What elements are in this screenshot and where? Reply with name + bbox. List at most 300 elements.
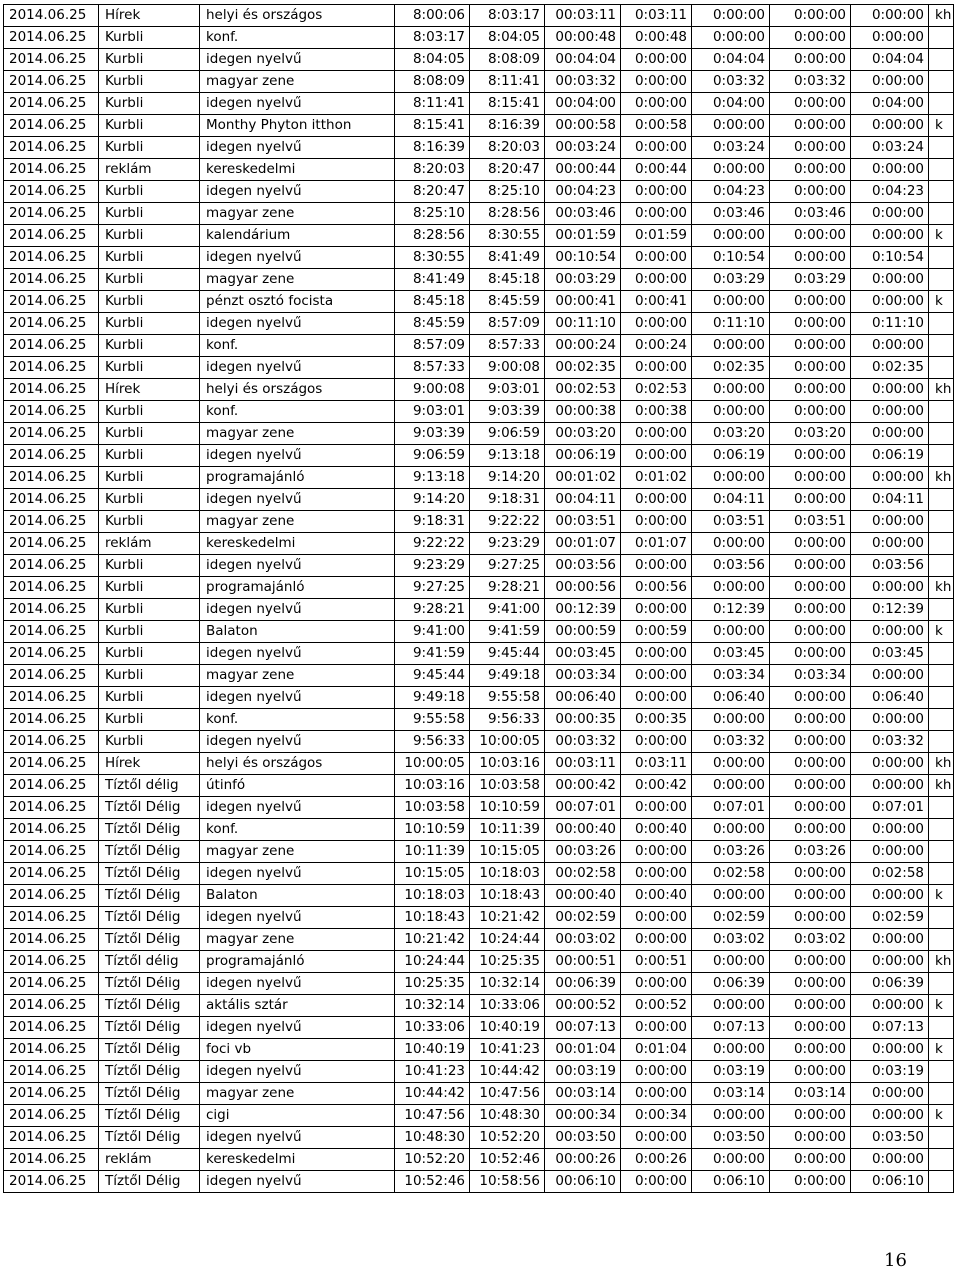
hungarian-music-cell: 0:00:00 xyxy=(770,467,851,489)
start-time-cell: 9:03:01 xyxy=(395,401,470,423)
hungarian-music-cell: 0:03:34 xyxy=(770,665,851,687)
date-cell: 2014.06.25 xyxy=(4,159,99,181)
music-duration-cell: 0:02:59 xyxy=(692,907,770,929)
start-time-cell: 10:48:30 xyxy=(395,1127,470,1149)
start-time-cell: 8:00:06 xyxy=(395,5,470,27)
end-time-cell: 8:57:09 xyxy=(470,313,545,335)
speech-duration-cell: 0:00:48 xyxy=(621,27,692,49)
duration-cell: 00:00:38 xyxy=(545,401,621,423)
table-row xyxy=(4,247,954,269)
end-time-cell: 9:41:59 xyxy=(470,621,545,643)
end-time-cell: 8:45:59 xyxy=(470,291,545,313)
speech-duration-cell: 0:00:58 xyxy=(621,115,692,137)
end-time-cell: 10:03:58 xyxy=(470,775,545,797)
start-time-cell: 9:13:18 xyxy=(395,467,470,489)
program-cell: Hírek xyxy=(99,753,200,775)
speech-duration-cell: 0:00:00 xyxy=(621,731,692,753)
duration-cell: 00:03:11 xyxy=(545,753,621,775)
hungarian-music-cell: 0:00:00 xyxy=(770,973,851,995)
type-code-cell: kh xyxy=(929,467,954,489)
table-row xyxy=(4,599,954,621)
table-row xyxy=(4,93,954,115)
speech-duration-cell: 0:00:51 xyxy=(621,951,692,973)
table-row xyxy=(4,335,954,357)
duration-cell: 00:02:59 xyxy=(545,907,621,929)
end-time-cell: 10:47:56 xyxy=(470,1083,545,1105)
foreign-music-cell: 0:00:00 xyxy=(851,379,929,401)
start-time-cell: 10:52:20 xyxy=(395,1149,470,1171)
speech-duration-cell: 0:00:00 xyxy=(621,181,692,203)
segment-cell: foci vb xyxy=(200,1039,395,1061)
table-row xyxy=(4,225,954,247)
music-duration-cell: 0:00:00 xyxy=(692,401,770,423)
music-duration-cell: 0:02:35 xyxy=(692,357,770,379)
music-duration-cell: 0:00:00 xyxy=(692,995,770,1017)
date-cell: 2014.06.25 xyxy=(4,665,99,687)
program-cell: Tíztől Délig xyxy=(99,1017,200,1039)
table-row xyxy=(4,665,954,687)
program-cell: Kurbli xyxy=(99,335,200,357)
type-code-cell xyxy=(929,511,954,533)
speech-duration-cell: 0:01:02 xyxy=(621,467,692,489)
music-duration-cell: 0:04:00 xyxy=(692,93,770,115)
speech-duration-cell: 0:00:00 xyxy=(621,423,692,445)
segment-cell: magyar zene xyxy=(200,269,395,291)
hungarian-music-cell: 0:00:00 xyxy=(770,621,851,643)
duration-cell: 00:04:04 xyxy=(545,49,621,71)
foreign-music-cell: 0:07:01 xyxy=(851,797,929,819)
program-cell: Hírek xyxy=(99,379,200,401)
start-time-cell: 9:23:29 xyxy=(395,555,470,577)
start-time-cell: 9:00:08 xyxy=(395,379,470,401)
foreign-music-cell: 0:00:00 xyxy=(851,951,929,973)
start-time-cell: 8:57:09 xyxy=(395,335,470,357)
duration-cell: 00:03:19 xyxy=(545,1061,621,1083)
speech-duration-cell: 0:00:00 xyxy=(621,1017,692,1039)
music-duration-cell: 0:03:24 xyxy=(692,137,770,159)
speech-duration-cell: 0:00:34 xyxy=(621,1105,692,1127)
foreign-music-cell: 0:00:00 xyxy=(851,885,929,907)
foreign-music-cell: 0:02:58 xyxy=(851,863,929,885)
speech-duration-cell: 0:00:00 xyxy=(621,269,692,291)
program-cell: Kurbli xyxy=(99,621,200,643)
broadcast-log-table xyxy=(3,4,954,1193)
table-row xyxy=(4,973,954,995)
foreign-music-cell: 0:00:00 xyxy=(851,27,929,49)
foreign-music-cell: 0:00:00 xyxy=(851,929,929,951)
hungarian-music-cell: 0:00:00 xyxy=(770,863,851,885)
foreign-music-cell: 0:00:00 xyxy=(851,291,929,313)
date-cell: 2014.06.25 xyxy=(4,71,99,93)
table-row xyxy=(4,709,954,731)
segment-cell: konf. xyxy=(200,709,395,731)
duration-cell: 00:02:35 xyxy=(545,357,621,379)
duration-cell: 00:03:29 xyxy=(545,269,621,291)
speech-duration-cell: 0:00:56 xyxy=(621,577,692,599)
speech-duration-cell: 0:00:00 xyxy=(621,665,692,687)
hungarian-music-cell: 0:00:00 xyxy=(770,731,851,753)
start-time-cell: 10:11:39 xyxy=(395,841,470,863)
start-time-cell: 10:00:05 xyxy=(395,753,470,775)
foreign-music-cell: 0:04:23 xyxy=(851,181,929,203)
hungarian-music-cell: 0:00:00 xyxy=(770,49,851,71)
type-code-cell xyxy=(929,247,954,269)
type-code-cell xyxy=(929,687,954,709)
table-row xyxy=(4,533,954,555)
type-code-cell xyxy=(929,533,954,555)
duration-cell: 00:11:10 xyxy=(545,313,621,335)
duration-cell: 00:03:51 xyxy=(545,511,621,533)
foreign-music-cell: 0:07:13 xyxy=(851,1017,929,1039)
music-duration-cell: 0:03:56 xyxy=(692,555,770,577)
type-code-cell xyxy=(929,159,954,181)
program-cell: Kurbli xyxy=(99,643,200,665)
table-row xyxy=(4,181,954,203)
program-cell: Kurbli xyxy=(99,291,200,313)
music-duration-cell: 0:04:11 xyxy=(692,489,770,511)
foreign-music-cell: 0:10:54 xyxy=(851,247,929,269)
type-code-cell: k xyxy=(929,1105,954,1127)
music-duration-cell: 0:00:00 xyxy=(692,115,770,137)
segment-cell: idegen nyelvű xyxy=(200,1127,395,1149)
program-cell: Tíztől Délig xyxy=(99,819,200,841)
program-cell: reklám xyxy=(99,159,200,181)
end-time-cell: 9:14:20 xyxy=(470,467,545,489)
speech-duration-cell: 0:00:35 xyxy=(621,709,692,731)
segment-cell: magyar zene xyxy=(200,71,395,93)
date-cell: 2014.06.25 xyxy=(4,555,99,577)
speech-duration-cell: 0:00:00 xyxy=(621,489,692,511)
speech-duration-cell: 0:00:59 xyxy=(621,621,692,643)
table-row xyxy=(4,1171,954,1193)
foreign-music-cell: 0:00:00 xyxy=(851,1083,929,1105)
type-code-cell xyxy=(929,49,954,71)
date-cell: 2014.06.25 xyxy=(4,1039,99,1061)
segment-cell: kalendárium xyxy=(200,225,395,247)
segment-cell: idegen nyelvű xyxy=(200,599,395,621)
hungarian-music-cell: 0:00:00 xyxy=(770,27,851,49)
speech-duration-cell: 0:00:38 xyxy=(621,401,692,423)
foreign-music-cell: 0:02:35 xyxy=(851,357,929,379)
table-row xyxy=(4,577,954,599)
table-row xyxy=(4,357,954,379)
table-row xyxy=(4,555,954,577)
segment-cell: idegen nyelvű xyxy=(200,93,395,115)
segment-cell: kereskedelmi xyxy=(200,533,395,555)
table-row xyxy=(4,27,954,49)
start-time-cell: 10:25:35 xyxy=(395,973,470,995)
date-cell: 2014.06.25 xyxy=(4,511,99,533)
end-time-cell: 8:11:41 xyxy=(470,71,545,93)
segment-cell: helyi és országos xyxy=(200,753,395,775)
end-time-cell: 8:08:09 xyxy=(470,49,545,71)
date-cell: 2014.06.25 xyxy=(4,687,99,709)
segment-cell: idegen nyelvű xyxy=(200,49,395,71)
hungarian-music-cell: 0:00:00 xyxy=(770,1105,851,1127)
program-cell: Tíztől Délig xyxy=(99,1171,200,1193)
duration-cell: 00:03:45 xyxy=(545,643,621,665)
type-code-cell xyxy=(929,401,954,423)
table-row xyxy=(4,885,954,907)
music-duration-cell: 0:00:00 xyxy=(692,577,770,599)
type-code-cell xyxy=(929,335,954,357)
speech-duration-cell: 0:00:00 xyxy=(621,643,692,665)
end-time-cell: 10:00:05 xyxy=(470,731,545,753)
hungarian-music-cell: 0:03:51 xyxy=(770,511,851,533)
table-row xyxy=(4,379,954,401)
program-cell: Kurbli xyxy=(99,731,200,753)
hungarian-music-cell: 0:00:00 xyxy=(770,1171,851,1193)
segment-cell: magyar zene xyxy=(200,511,395,533)
date-cell: 2014.06.25 xyxy=(4,1149,99,1171)
duration-cell: 00:07:13 xyxy=(545,1017,621,1039)
end-time-cell: 9:03:39 xyxy=(470,401,545,423)
foreign-music-cell: 0:00:00 xyxy=(851,1105,929,1127)
start-time-cell: 9:41:59 xyxy=(395,643,470,665)
program-cell: Kurbli xyxy=(99,115,200,137)
hungarian-music-cell: 0:00:00 xyxy=(770,1039,851,1061)
type-code-cell: k xyxy=(929,621,954,643)
table-row xyxy=(4,995,954,1017)
table-row xyxy=(4,203,954,225)
start-time-cell: 8:30:55 xyxy=(395,247,470,269)
segment-cell: konf. xyxy=(200,819,395,841)
end-time-cell: 10:24:44 xyxy=(470,929,545,951)
start-time-cell: 9:22:22 xyxy=(395,533,470,555)
date-cell: 2014.06.25 xyxy=(4,445,99,467)
music-duration-cell: 0:04:23 xyxy=(692,181,770,203)
music-duration-cell: 0:03:29 xyxy=(692,269,770,291)
duration-cell: 00:06:39 xyxy=(545,973,621,995)
program-cell: Tíztől Délig xyxy=(99,1127,200,1149)
segment-cell: konf. xyxy=(200,27,395,49)
foreign-music-cell: 0:00:00 xyxy=(851,511,929,533)
speech-duration-cell: 0:00:00 xyxy=(621,247,692,269)
table-row xyxy=(4,137,954,159)
hungarian-music-cell: 0:00:00 xyxy=(770,489,851,511)
duration-cell: 00:02:58 xyxy=(545,863,621,885)
segment-cell: konf. xyxy=(200,335,395,357)
type-code-cell xyxy=(929,665,954,687)
end-time-cell: 8:28:56 xyxy=(470,203,545,225)
start-time-cell: 10:18:03 xyxy=(395,885,470,907)
date-cell: 2014.06.25 xyxy=(4,709,99,731)
start-time-cell: 10:52:46 xyxy=(395,1171,470,1193)
type-code-cell xyxy=(929,1017,954,1039)
foreign-music-cell: 0:12:39 xyxy=(851,599,929,621)
speech-duration-cell: 0:00:00 xyxy=(621,687,692,709)
table-row xyxy=(4,621,954,643)
date-cell: 2014.06.25 xyxy=(4,819,99,841)
end-time-cell: 10:40:19 xyxy=(470,1017,545,1039)
foreign-music-cell: 0:00:00 xyxy=(851,71,929,93)
table-row xyxy=(4,489,954,511)
table-row xyxy=(4,1149,954,1171)
music-duration-cell: 0:03:51 xyxy=(692,511,770,533)
hungarian-music-cell: 0:00:00 xyxy=(770,753,851,775)
end-time-cell: 8:45:18 xyxy=(470,269,545,291)
music-duration-cell: 0:00:00 xyxy=(692,335,770,357)
speech-duration-cell: 0:00:00 xyxy=(621,1061,692,1083)
start-time-cell: 8:25:10 xyxy=(395,203,470,225)
table-row xyxy=(4,1105,954,1127)
table-row xyxy=(4,49,954,71)
date-cell: 2014.06.25 xyxy=(4,181,99,203)
segment-cell: cigi xyxy=(200,1105,395,1127)
duration-cell: 00:03:24 xyxy=(545,137,621,159)
foreign-music-cell: 0:00:00 xyxy=(851,621,929,643)
duration-cell: 00:03:50 xyxy=(545,1127,621,1149)
hungarian-music-cell: 0:00:00 xyxy=(770,775,851,797)
music-duration-cell: 0:03:45 xyxy=(692,643,770,665)
program-cell: Kurbli xyxy=(99,137,200,159)
duration-cell: 00:01:59 xyxy=(545,225,621,247)
program-cell: Tíztől Délig xyxy=(99,973,200,995)
end-time-cell: 10:52:20 xyxy=(470,1127,545,1149)
table-row xyxy=(4,819,954,841)
hungarian-music-cell: 0:00:00 xyxy=(770,1017,851,1039)
hungarian-music-cell: 0:03:29 xyxy=(770,269,851,291)
music-duration-cell: 0:00:00 xyxy=(692,1105,770,1127)
start-time-cell: 8:15:41 xyxy=(395,115,470,137)
speech-duration-cell: 0:02:53 xyxy=(621,379,692,401)
type-code-cell: kh xyxy=(929,753,954,775)
speech-duration-cell: 0:00:24 xyxy=(621,335,692,357)
foreign-music-cell: 0:00:00 xyxy=(851,709,929,731)
start-time-cell: 9:56:33 xyxy=(395,731,470,753)
type-code-cell xyxy=(929,489,954,511)
duration-cell: 00:00:58 xyxy=(545,115,621,137)
program-cell: Kurbli xyxy=(99,313,200,335)
date-cell: 2014.06.25 xyxy=(4,907,99,929)
hungarian-music-cell: 0:00:00 xyxy=(770,577,851,599)
start-time-cell: 10:03:58 xyxy=(395,797,470,819)
foreign-music-cell: 0:02:59 xyxy=(851,907,929,929)
type-code-cell: k xyxy=(929,291,954,313)
duration-cell: 00:01:07 xyxy=(545,533,621,555)
segment-cell: magyar zene xyxy=(200,423,395,445)
music-duration-cell: 0:03:26 xyxy=(692,841,770,863)
speech-duration-cell: 0:00:00 xyxy=(621,1083,692,1105)
start-time-cell: 8:41:49 xyxy=(395,269,470,291)
music-duration-cell: 0:00:00 xyxy=(692,885,770,907)
table-row xyxy=(4,687,954,709)
segment-cell: idegen nyelvű xyxy=(200,489,395,511)
table-row xyxy=(4,951,954,973)
foreign-music-cell: 0:00:00 xyxy=(851,225,929,247)
segment-cell: idegen nyelvű xyxy=(200,687,395,709)
hungarian-music-cell: 0:00:00 xyxy=(770,797,851,819)
type-code-cell xyxy=(929,709,954,731)
program-cell: Kurbli xyxy=(99,555,200,577)
type-code-cell xyxy=(929,643,954,665)
date-cell: 2014.06.25 xyxy=(4,1127,99,1149)
duration-cell: 00:03:26 xyxy=(545,841,621,863)
start-time-cell: 10:44:42 xyxy=(395,1083,470,1105)
type-code-cell: k xyxy=(929,225,954,247)
duration-cell: 00:03:20 xyxy=(545,423,621,445)
table-row xyxy=(4,841,954,863)
duration-cell: 00:00:34 xyxy=(545,1105,621,1127)
type-code-cell: k xyxy=(929,115,954,137)
table-row xyxy=(4,753,954,775)
start-time-cell: 9:14:20 xyxy=(395,489,470,511)
program-cell: Tíztől Délig xyxy=(99,841,200,863)
duration-cell: 00:00:51 xyxy=(545,951,621,973)
duration-cell: 00:03:34 xyxy=(545,665,621,687)
music-duration-cell: 0:12:39 xyxy=(692,599,770,621)
end-time-cell: 9:56:33 xyxy=(470,709,545,731)
program-cell: Kurbli xyxy=(99,247,200,269)
table-row xyxy=(4,1039,954,1061)
date-cell: 2014.06.25 xyxy=(4,93,99,115)
program-cell: Tíztől Délig xyxy=(99,907,200,929)
hungarian-music-cell: 0:00:00 xyxy=(770,401,851,423)
table-row xyxy=(4,1017,954,1039)
table-row xyxy=(4,863,954,885)
program-cell: Kurbli xyxy=(99,225,200,247)
segment-cell: konf. xyxy=(200,401,395,423)
foreign-music-cell: 0:00:00 xyxy=(851,467,929,489)
segment-cell: magyar zene xyxy=(200,1083,395,1105)
speech-duration-cell: 0:00:42 xyxy=(621,775,692,797)
type-code-cell xyxy=(929,1149,954,1171)
date-cell: 2014.06.25 xyxy=(4,313,99,335)
end-time-cell: 8:30:55 xyxy=(470,225,545,247)
segment-cell: idegen nyelvű xyxy=(200,445,395,467)
hungarian-music-cell: 0:00:00 xyxy=(770,379,851,401)
date-cell: 2014.06.25 xyxy=(4,5,99,27)
date-cell: 2014.06.25 xyxy=(4,49,99,71)
segment-cell: magyar zene xyxy=(200,665,395,687)
music-duration-cell: 0:07:13 xyxy=(692,1017,770,1039)
start-time-cell: 10:33:06 xyxy=(395,1017,470,1039)
speech-duration-cell: 0:00:00 xyxy=(621,137,692,159)
table-row xyxy=(4,313,954,335)
foreign-music-cell: 0:03:45 xyxy=(851,643,929,665)
speech-duration-cell: 0:00:00 xyxy=(621,49,692,71)
end-time-cell: 10:25:35 xyxy=(470,951,545,973)
start-time-cell: 9:49:18 xyxy=(395,687,470,709)
program-cell: Hírek xyxy=(99,5,200,27)
foreign-music-cell: 0:03:24 xyxy=(851,137,929,159)
program-cell: Kurbli xyxy=(99,489,200,511)
segment-cell: idegen nyelvű xyxy=(200,1017,395,1039)
segment-cell: idegen nyelvű xyxy=(200,643,395,665)
foreign-music-cell: 0:06:19 xyxy=(851,445,929,467)
hungarian-music-cell: 0:00:00 xyxy=(770,181,851,203)
type-code-cell xyxy=(929,203,954,225)
date-cell: 2014.06.25 xyxy=(4,797,99,819)
foreign-music-cell: 0:00:00 xyxy=(851,335,929,357)
music-duration-cell: 0:06:40 xyxy=(692,687,770,709)
program-cell: Kurbli xyxy=(99,181,200,203)
program-cell: Tíztől Délig xyxy=(99,1061,200,1083)
start-time-cell: 9:55:58 xyxy=(395,709,470,731)
table-row xyxy=(4,643,954,665)
end-time-cell: 10:15:05 xyxy=(470,841,545,863)
end-time-cell: 10:03:16 xyxy=(470,753,545,775)
hungarian-music-cell: 0:00:00 xyxy=(770,907,851,929)
date-cell: 2014.06.25 xyxy=(4,27,99,49)
duration-cell: 00:04:11 xyxy=(545,489,621,511)
end-time-cell: 10:52:46 xyxy=(470,1149,545,1171)
program-cell: Kurbli xyxy=(99,269,200,291)
program-cell: Kurbli xyxy=(99,27,200,49)
duration-cell: 00:00:44 xyxy=(545,159,621,181)
table-row xyxy=(4,159,954,181)
speech-duration-cell: 0:01:04 xyxy=(621,1039,692,1061)
